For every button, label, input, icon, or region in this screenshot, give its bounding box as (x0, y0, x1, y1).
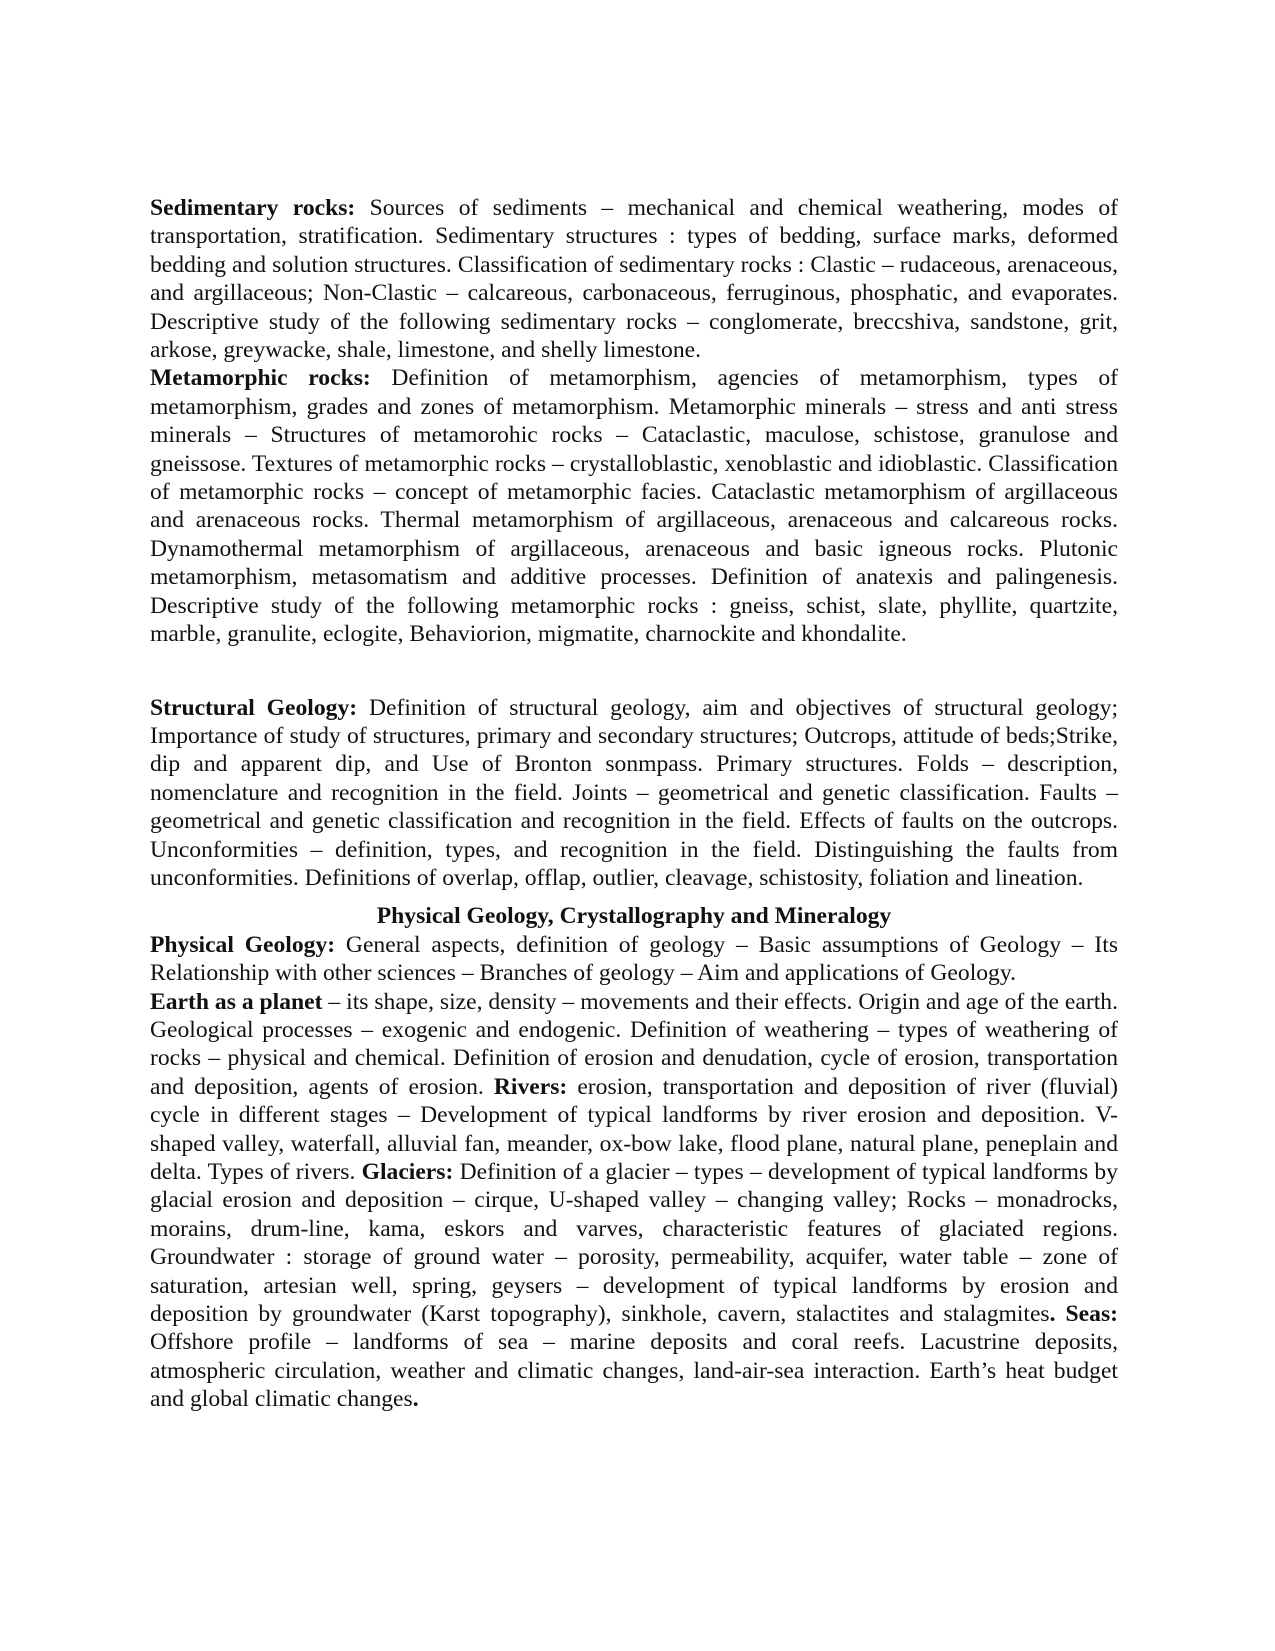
heading-glaciers: Glaciers: (361, 1159, 454, 1185)
text-earth-part-4: Offshore profile – landforms of sea – marine deposits and coral reefs. Lacustrine deposits, atmospheric circulation, weather and climatic changes, land-air-sea interaction. Earth’s heat budget and global climatic changes (150, 1329, 1118, 1413)
text-earth-part-3: Definition of a glacier – types – development of typical landforms by glacial erosion and deposition – cirque, U-shaped valley – changing valley; Rocks – monadrocks, morains, drum-line, kama, eskors and varves, characteristic features of glaciated regions. Groundwater : storage of ground water – porosity, permeability, acquifer, water table – zone of saturation, artesian well, spring, geysers – development of typical landforms by erosion and deposition by groundwater (Karst topography), sinkhole, cavern, stalactites and stalagmites (150, 1159, 1118, 1328)
heading-earth-as-a-planet: Earth as a planet (150, 988, 323, 1015)
text-metamorphic-rocks: Definition of metamorphism, agencies of metamorphism, types of metamorphism, grades and zones of metamorphism. Metamorphic minerals – stress and anti stress minerals – Structures of metamorohic rocks – Cataclastic, maculose, schistose, granulose and gneissose. Textures of metamorphic rocks – crystalloblastic, xenoblastic and idioblastic. Classification of metamorphic rocks – concept of metamorphic facies. Cataclastic metamorphism of argillaceous and arenaceous rocks. Thermal metamorphism of argillaceous, arenaceous and calcareous rocks. Dynamothermal metamorphism of argillaceous, arenaceous and basic igneous rocks. Plutonic metamorphism, metasomatism and additive processes. Definition of anatexis and palingenesis. Descriptive study of the following metamorphic rocks : gneiss, schist, slate, phyllite, quartzite, marble, granulite, eclogite, Behaviorion, migmatite, charnockite and khondalite. (150, 365, 1118, 648)
section-spacer (150, 649, 1118, 694)
text-structural-geology: Definition of structural geology, aim and objectives of structural geology; Importance of study of structures, primary and secondary structures; Outcrops, attitude of beds;Strike, dip and apparent dip, and Use of Bronton sonmpass. Primary structures. Folds – description, nomenclature and recognition in the field. Joints – geometrical and genetic classification. Faults – geometrical and genetic classification and recognition in the field. Effects of faults on the outcrops. Unconformities – definition, types, and recognition in the field. Distinguishing the faults from unconformities. Definitions of overlap, offlap, outlier, cleavage, schistosity, foliation and lineation. (150, 694, 1118, 891)
text-earth-part-1: – its shape, size, density – movements and their effects. Origin and age of the earth. Geological processes – exogenic and endogenic. Definition of weathering – types of weathering of rocks – physical and chemical. Definition of erosion and denudation, cycle of erosion, transportation and deposition, agents of erosion. (150, 988, 1118, 1100)
paragraph-physical-geology (150, 931, 1118, 988)
heading-structural-geology: Structural Geology: (150, 694, 358, 721)
document-body (150, 194, 1118, 1414)
heading-metamorphic-rocks: Metamorphic rocks: (150, 365, 371, 392)
paragraph-earth-as-a-planet (150, 988, 1118, 1414)
text-physical-geology: General aspects, definition of geology – Basic assumptions of Geology – Its Relationship with other sciences – Branches of geology – Aim and applications of Geology. (150, 931, 1118, 987)
heading-rivers: Rivers: (493, 1073, 568, 1100)
text-earth-part-2: erosion, transportation and deposition of river (fluvial) cycle in different stages – Development of typical landforms by river erosion and deposition. V-shaped valley, waterfall, alluvial fan, meander, ox-bow lake, flood plane, natural plane, peneplain and delta. Types of rivers. (150, 1073, 1118, 1185)
heading-sedimentary-rocks: Sedimentary rocks: (150, 195, 356, 221)
final-period: . (412, 1386, 419, 1413)
text-sedimentary-rocks: Sources of sediments – mechanical and chemical weathering, modes of transportation, stratification. Sedimentary structures : types of bedding, surface marks, deformed bedding and solution structures. Classification of sedimentary rocks : Clastic – rudaceous, arenaceous, and argillaceous; Non-Clastic – calcareous, carbonaceous, ferruginous, phosphatic, and evaporates. Descriptive study of the following sedimentary rocks – conglomerate, breccshiva, sandstone, grit, arkose, greywacke, shale, limestone, and shelly limestone. (150, 195, 1118, 364)
paragraph-structural-geology (150, 694, 1118, 893)
paragraph-metamorphic-rocks (150, 364, 1118, 648)
section-spacer (150, 892, 1118, 902)
paragraph-sedimentary-rocks (150, 194, 1118, 364)
heading-physical-geology: Physical Geology: (150, 931, 336, 958)
section-title: Physical Geology, Crystallography and Mineralogy (376, 903, 892, 930)
heading-seas: . Seas: (1049, 1301, 1118, 1328)
